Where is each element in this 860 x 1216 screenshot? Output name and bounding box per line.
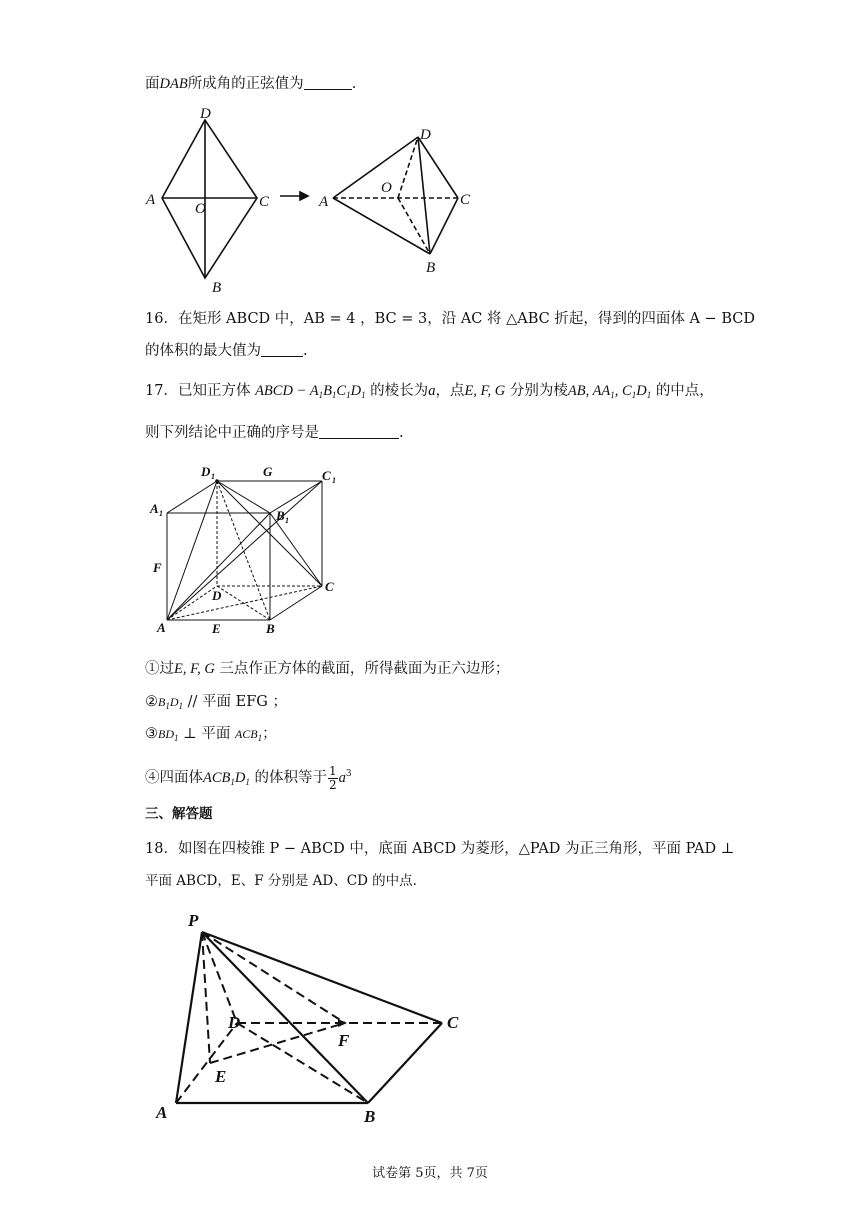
q15-answer-blank: [304, 75, 352, 90]
fig17-label-d1-sub: 1: [211, 472, 215, 481]
q16-line1: 16．在矩形 ABCD 中，AB = 4 ，BC = 3，沿 AC 将 △ABC 折起，得到的四面体 A − BCD: [145, 311, 755, 327]
q17-text-b: 的棱长为: [365, 383, 429, 399]
option-3-a: ③: [145, 726, 158, 742]
q15-tail-line: [145, 74, 356, 94]
figure-17-cube: [145, 458, 355, 638]
q18-line2: 平面 ABCD，E、F 分别是 AD、CD 的中点.: [145, 873, 417, 889]
q17-line2: [145, 423, 404, 443]
fig15-left-label-b: B: [212, 280, 222, 296]
option-3: [145, 724, 277, 748]
q17-points: E, F, G: [464, 383, 506, 399]
tetra-bc: [430, 198, 458, 254]
diag-ac1: [167, 481, 322, 620]
option-4-fraction: [328, 765, 338, 792]
q15-text-prefix: 面: [145, 76, 160, 92]
q15-end: .: [351, 76, 357, 92]
hidden-ac: [167, 586, 322, 620]
q17-text-e: 的中点，: [655, 383, 714, 399]
edge-pb: [202, 932, 368, 1103]
fig17-label-c: C: [325, 579, 334, 594]
fig17-label-g: G: [263, 464, 273, 479]
q17-edges: AB, $AA_1$, $C_1D_1$: [567, 383, 652, 400]
option-2-segment: $B_1D_1$: [158, 695, 184, 711]
option-4-a: ④四面体: [145, 770, 203, 786]
hidden-d1b: [217, 481, 270, 620]
fig15-right-label-c: C: [460, 192, 471, 208]
q17-end: .: [399, 425, 404, 441]
fig15-right-label-a: A: [319, 194, 329, 210]
edge-bc: [270, 586, 322, 620]
fig15-left-label-o: O: [195, 201, 206, 217]
fig17-label-d1: D: [201, 464, 211, 479]
q16-end: .: [303, 343, 308, 359]
fig18-label-a: A: [156, 1103, 168, 1122]
arrow-head: [300, 192, 308, 200]
figure-18-pyramid: [150, 908, 470, 1130]
fig15-right-label-o: O: [381, 180, 392, 196]
edge-pa: [176, 932, 202, 1103]
fig18-label-f: F: [338, 1031, 350, 1050]
page-footer: 试卷第 5页，共 7页: [372, 1166, 488, 1181]
option-3-end: ；: [262, 726, 277, 742]
hidden-ad: [176, 1023, 237, 1103]
fig17-label-d: D: [212, 588, 222, 603]
fig15-right-label-b: B: [426, 260, 436, 276]
diag-ad1: [167, 481, 217, 620]
tetra-ab: [333, 198, 430, 254]
option-4-exp: 3: [345, 769, 352, 779]
option-4: [145, 757, 352, 799]
option-4-num: 1: [328, 763, 337, 778]
section-3-heading: 三、解答题: [145, 806, 213, 822]
edge-bc: [368, 1023, 442, 1103]
option-1-a: ①过: [145, 661, 174, 677]
fig18-label-d: D: [228, 1013, 241, 1032]
tetra-od-hidden: [398, 137, 418, 198]
fig15-left-label-c: C: [259, 194, 270, 210]
fig18-label-e: E: [215, 1067, 227, 1086]
rhombus-outline: [162, 120, 257, 278]
fig17-label-f: F: [153, 560, 162, 575]
option-3-segment: $BD_1$: [158, 727, 179, 743]
q17-text-d: 分别为棱: [509, 383, 568, 399]
fig15-left-label-a: A: [146, 192, 156, 208]
fig17-label-c1: C: [322, 468, 331, 483]
option-1: [145, 659, 509, 679]
option-3-b: ⊥ 平面: [178, 726, 235, 742]
fig17-label-c1-sub: 1: [332, 476, 336, 485]
q17-answer-blank: [319, 424, 399, 439]
q16-line2: [145, 341, 308, 361]
diag-ab1: [167, 513, 270, 620]
fig18-label-p: P: [188, 911, 199, 930]
option-1-points: E, F, G: [174, 661, 215, 677]
edge-a1d1: [167, 481, 217, 513]
fig17-label-b: B: [266, 621, 275, 636]
q17-line1: [145, 381, 714, 405]
fig18-label-b: B: [364, 1107, 376, 1126]
q16-line2-prefix: 的体积的最大值为: [145, 343, 261, 359]
fig15-right-label-d: D: [420, 127, 431, 143]
q16-answer-blank: [261, 342, 303, 357]
point-d1: [215, 479, 219, 483]
q17-text-a: 17．已知正方体: [145, 383, 256, 399]
q17-text-c: ，点: [435, 383, 465, 399]
q18-line1: 18．如图在四棱锥 P − ABCD 中，底面 ABCD 为菱形，△PAD 为正三角形，平面 PAD ⊥: [145, 841, 735, 857]
option-2-a: ②: [145, 694, 158, 710]
option-3-plane: $ACB_1$: [234, 727, 263, 743]
fig17-label-b1: B: [276, 508, 285, 523]
fig17-label-b1-sub: 1: [285, 516, 289, 525]
midpoint-f-arrow: [338, 1019, 347, 1027]
fig17-label-a: A: [157, 620, 166, 635]
q17-line2-prefix: 则下列结论中正确的序号是: [145, 425, 319, 441]
option-2: [145, 692, 287, 716]
fig17-label-a1-sub: 1: [159, 509, 163, 518]
q17-cube-name: ABCD − $A_1B_1C_1D_1$: [255, 383, 366, 400]
q15-plane: DAB: [159, 76, 188, 92]
fig15-left-label-d: D: [200, 106, 211, 122]
option-1-b: 三点作正方体的截面，所得截面为正六边形；: [219, 661, 510, 677]
option-4-den: 2: [328, 777, 337, 792]
option-4-b: 的体积等于: [254, 770, 327, 786]
fig18-label-c: C: [447, 1013, 459, 1032]
fig17-label-a1: A: [150, 501, 159, 516]
option-4-var: a: [338, 770, 346, 786]
option-4-tetra: $ACB_1D_1$: [203, 770, 250, 787]
fig17-label-e: E: [212, 621, 221, 636]
q17-edge: a: [428, 383, 436, 399]
figure-15-folding: [140, 100, 480, 300]
tetra-ad: [333, 137, 418, 198]
hidden-db: [217, 586, 270, 620]
diag-b1c: [270, 513, 322, 586]
q15-text-suffix: 所成角的正弦值为: [187, 76, 304, 92]
option-2-b: // 平面 EFG ；: [183, 694, 287, 710]
